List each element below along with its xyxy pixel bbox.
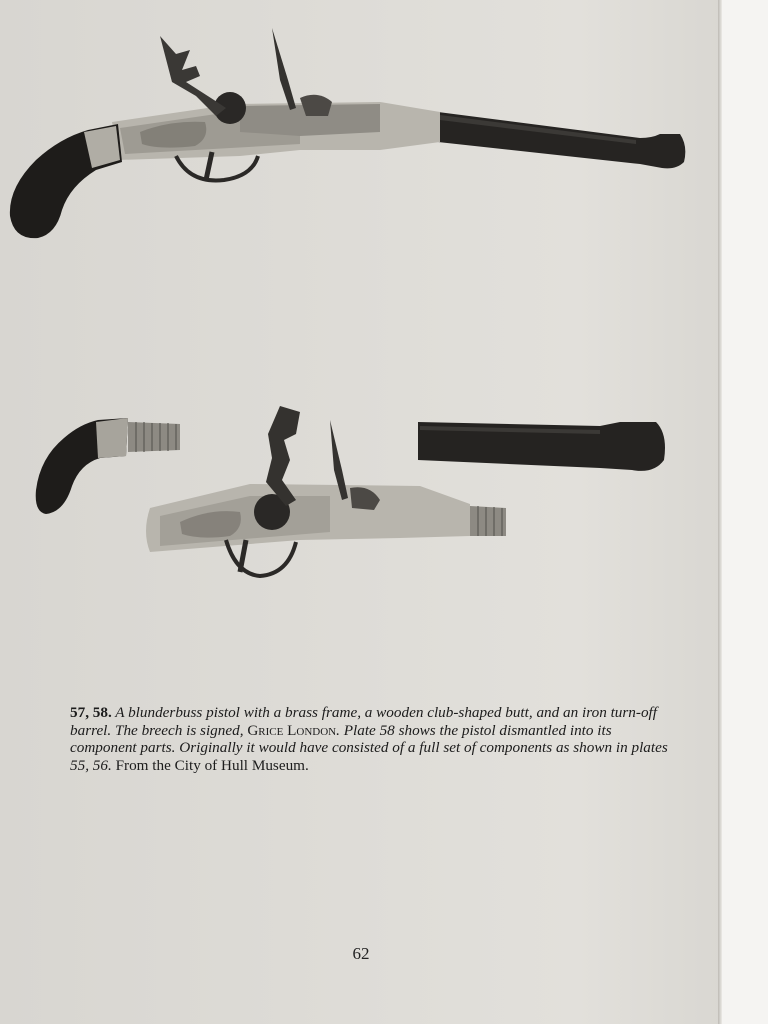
pistol-barrel <box>438 112 685 168</box>
page-number: 62 <box>352 944 370 963</box>
caption-source: From the City of Hull Museum. <box>111 756 309 774</box>
plate-57-assembled-pistol <box>0 20 700 250</box>
detached-barrel <box>418 422 665 471</box>
plate-58-dismantled-pistol <box>0 400 700 590</box>
caption-description: A blunderbuss pistol with a brass frame, a wooden club-shaped butt, and an iron turn-off barrel. The breech is signed, <box>70 704 657 739</box>
caption-plate-note: . Plate 58 shows the pistol dismantled into its component parts. Originally it would have consisted of a full set of components as shown in plates 55, 56. <box>70 721 668 774</box>
caption-maker-signature: Grice London <box>247 721 337 739</box>
caption-plate-numbers: 57, 58. <box>70 704 112 721</box>
background-surface <box>722 0 768 1024</box>
pistol-butt <box>10 124 122 238</box>
detached-butt <box>36 418 180 514</box>
figure-caption <box>70 704 670 774</box>
